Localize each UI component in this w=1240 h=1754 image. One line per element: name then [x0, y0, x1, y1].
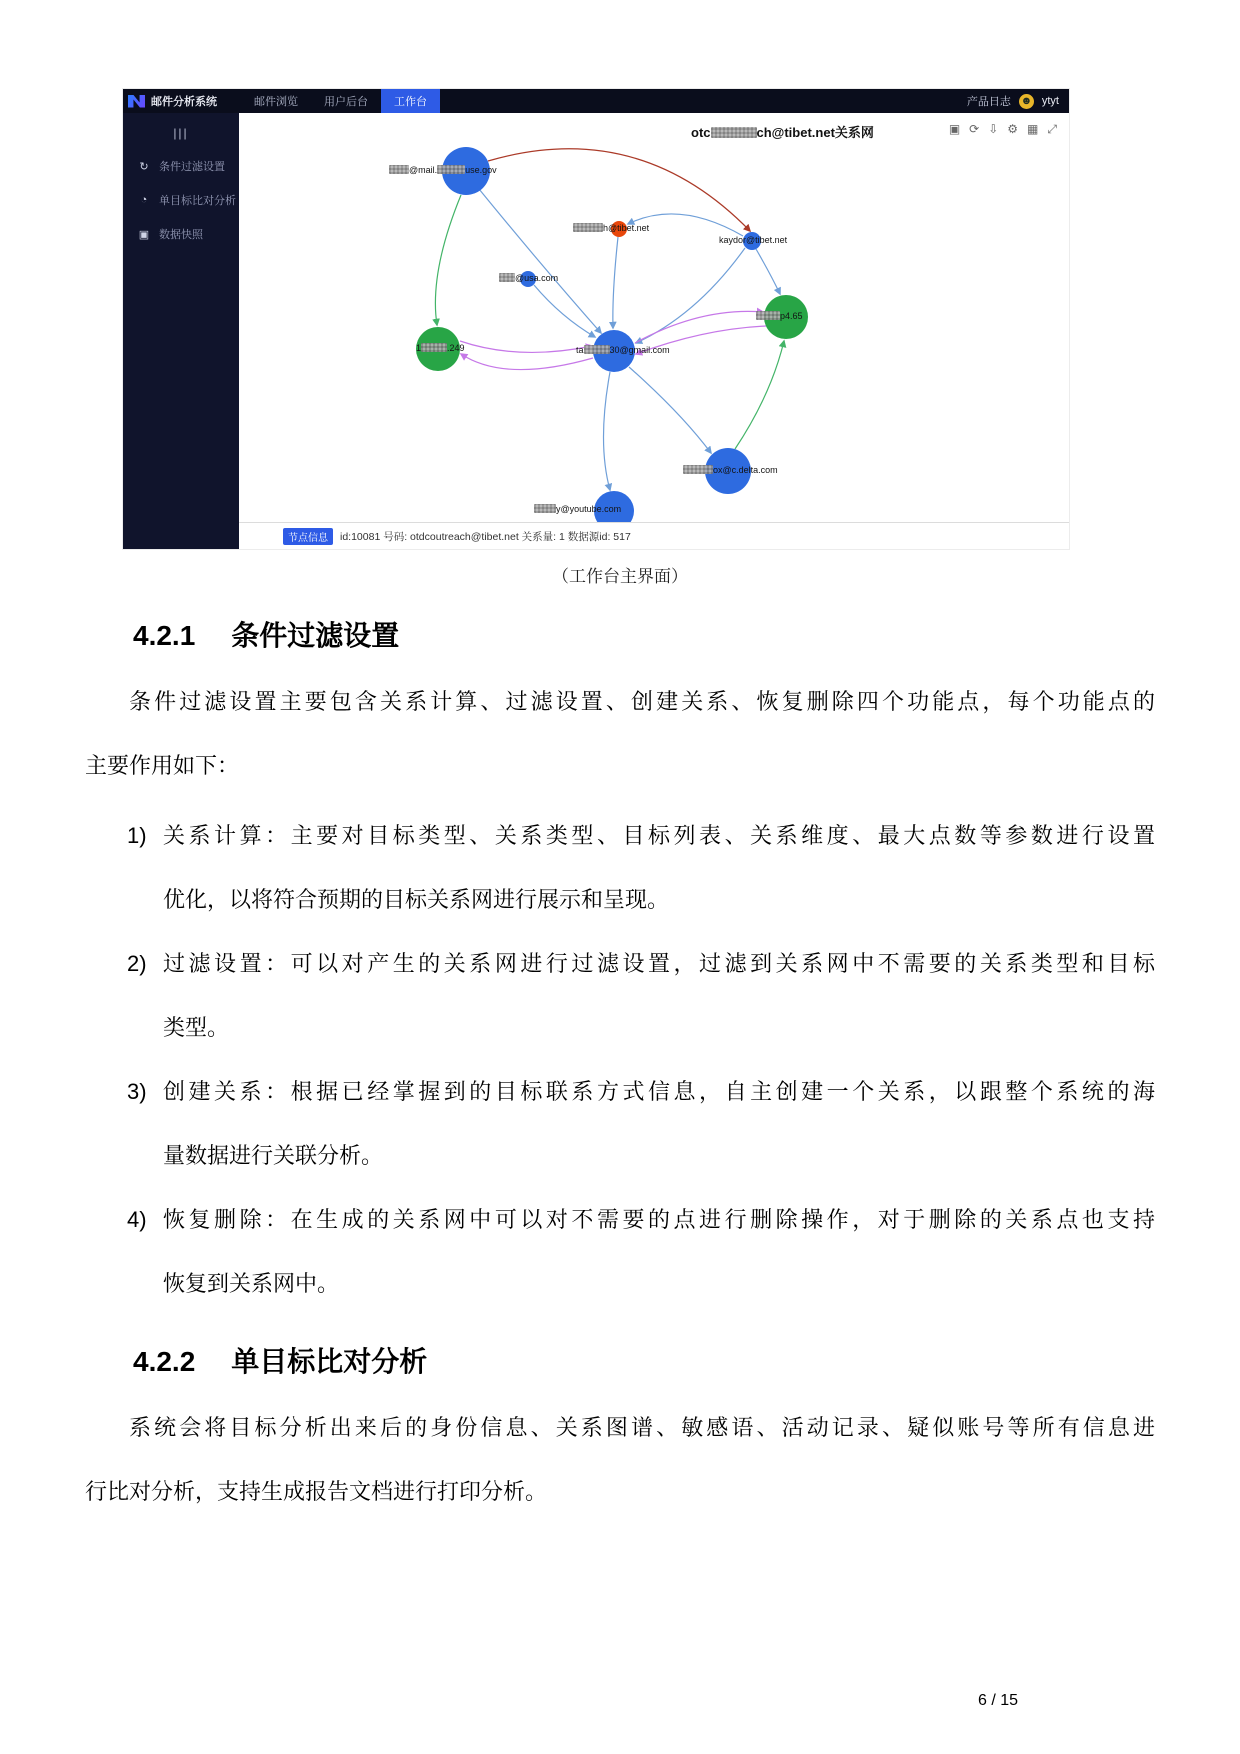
- app-topbar: [123, 89, 1069, 113]
- node-label-usa: [499, 273, 558, 283]
- document-body: [0, 550, 1240, 1524]
- graph-edge: [461, 354, 593, 370]
- node-label-text: h@tibet.net: [603, 223, 650, 233]
- node-label-text: kaydor@tibet.net: [719, 235, 788, 245]
- sidebar-items: [123, 149, 239, 251]
- node-label-kaydor: [719, 235, 787, 245]
- embedded-screenshot: [122, 88, 1070, 550]
- node-label-text: 30@gmail.com: [609, 345, 670, 355]
- node-label-tibet-red: [573, 223, 649, 233]
- paragraph-line: 主要作用如下：: [85, 753, 240, 778]
- node-label-gov-mail: [389, 165, 497, 175]
- node-label-green-right: [756, 311, 803, 321]
- network-graph: [239, 113, 1071, 524]
- sidebar-item-单目标比对分析[interactable]: [123, 183, 239, 217]
- graph-edge: [460, 341, 592, 352]
- node-label-text: .249: [447, 343, 465, 353]
- censored-blur: [421, 343, 447, 352]
- page-number: 6 / 15: [978, 1692, 1019, 1709]
- username-label: ytyt: [1041, 95, 1059, 107]
- node-label-text: @mail.: [409, 165, 438, 175]
- graph-edge: [629, 367, 711, 453]
- censored-blur: [573, 223, 603, 232]
- user-avatar[interactable]: ☻: [1020, 94, 1033, 107]
- product-log-link[interactable]: 产品日志: [966, 96, 1011, 108]
- graph-title-suffix: ch@tibet.net关系网: [756, 125, 874, 140]
- sidebar-collapse-handle[interactable]: |||: [173, 126, 189, 140]
- node-label-text: ta: [576, 345, 584, 355]
- settings-icon[interactable]: ⚙: [1007, 122, 1019, 136]
- censored-blur: [437, 165, 465, 174]
- list-item-line: 优化，以将符合预期的目标关系网进行展示和呈现。: [163, 887, 670, 912]
- node-label-text: y@youtube.com: [556, 504, 622, 514]
- fullscreen-icon[interactable]: ⤢: [1047, 122, 1057, 136]
- censored-blur: [584, 345, 610, 354]
- censored-blur: [534, 504, 556, 513]
- sidebar-item-label: 数据快照: [159, 229, 203, 241]
- paragraph-line: 条件过滤设置主要包含关系计算、过滤设置、创建关系、恢复删除四个功能点，每个功能点的: [129, 689, 1155, 714]
- section-number: 4.2.2: [133, 1346, 196, 1377]
- pie-chart-icon: ◔: [140, 194, 148, 206]
- list-item-number: 1): [127, 823, 147, 848]
- graph-title-prefix: otc: [691, 125, 711, 140]
- section-number: 4.2.1: [133, 620, 196, 651]
- nav-tab-用户后台[interactable]: 用户后台: [324, 96, 368, 108]
- graph-edge: [636, 248, 745, 343]
- list-item: [127, 1188, 1155, 1316]
- graph-edge: [756, 249, 780, 294]
- list-item: [127, 1060, 1155, 1188]
- nav-tab-邮件浏览[interactable]: 邮件浏览: [254, 96, 298, 108]
- list-item: [127, 932, 1155, 1060]
- paragraph-line: 系统会将目标分析出来后的身份信息、关系图谱、敏感语、活动记录、疑似账号等所有信息进: [129, 1415, 1155, 1440]
- app-sidebar: [123, 113, 239, 549]
- intro-paragraph: [85, 670, 1155, 798]
- list-item-body: [163, 1060, 1155, 1188]
- section-title: 单目标比对分析: [231, 1346, 428, 1377]
- snapshot-camera-icon: ▣: [138, 228, 150, 241]
- list-item-number: 2): [127, 951, 147, 976]
- node-label-delta: [683, 465, 778, 475]
- section2-paragraph: [85, 1396, 1155, 1524]
- graph-edge: [479, 189, 601, 333]
- refresh-icon[interactable]: ⟳: [969, 122, 980, 136]
- node-label-green-left: [416, 343, 465, 353]
- filter-settings-icon: ↻: [139, 160, 149, 173]
- grid-icon[interactable]: ▦: [1027, 122, 1039, 136]
- graph-edge: [613, 237, 618, 328]
- graph-edge: [488, 149, 750, 231]
- list-item-line: 恢复删除：在生成的关系网中可以对不需要的点进行删除操作，对于删除的关系点也支持: [163, 1207, 1155, 1232]
- relationship-graph-panel: [239, 113, 1069, 524]
- status-badge: 节点信息: [283, 528, 333, 545]
- paragraph-line: 行比对分析，支持生成报告文档进行打印分析。: [85, 1479, 548, 1504]
- download-icon[interactable]: ⇩: [988, 122, 999, 136]
- sidebar-item-数据快照[interactable]: [123, 217, 239, 251]
- list-item-line: 关系计算：主要对目标类型、关系类型、目标列表、关系维度、最大点数等参数进行设置: [163, 823, 1155, 848]
- node-label-text: p4.65: [780, 311, 803, 321]
- censored-blur: [683, 465, 713, 474]
- node-label-text: 1: [416, 343, 422, 353]
- node-label-text: use.gov: [465, 165, 497, 175]
- sidebar-item-label: 单目标比对分析: [159, 195, 236, 207]
- graph-edge: [435, 195, 461, 325]
- graph-statusbar: [239, 522, 1069, 549]
- node-label-gmail-center: [576, 345, 670, 355]
- node-label-text: @usa.com: [515, 273, 559, 283]
- censored-blur: [389, 165, 409, 174]
- censored-blur: [756, 311, 780, 320]
- camera-icon[interactable]: ▣: [948, 122, 961, 136]
- list-item-body: [163, 1188, 1155, 1316]
- sidebar-item-label: 条件过滤设置: [159, 161, 225, 173]
- nav-tab-工作台[interactable]: 工作台: [381, 89, 440, 113]
- numbered-list: [127, 804, 1155, 1316]
- graph-edge: [735, 341, 784, 449]
- list-item-line: 量数据进行关联分析。: [163, 1143, 384, 1168]
- graph-edge: [604, 372, 611, 490]
- list-item-line: 过滤设置：可以对产生的关系网进行过滤设置，过滤到关系网中不需要的关系类型和目标: [163, 951, 1155, 976]
- list-item-body: [163, 804, 1155, 932]
- status-info: id:10081 号码: otdcoutreach@tibet.net 关系量: 1 数据源id: 517: [340, 530, 631, 543]
- app-logo-icon: [128, 95, 145, 108]
- section-heading-422: [133, 1342, 1240, 1382]
- list-item-line: 创建关系：根据已经掌握到的目标联系方式信息，自主创建一个关系，以跟整个系统的海: [163, 1079, 1155, 1104]
- topbar-right: [967, 93, 1059, 109]
- censored-blur: [499, 273, 515, 282]
- list-item-number: 4): [127, 1207, 147, 1232]
- list-item-body: [163, 932, 1155, 1060]
- node-label-text: ox@c.delta.com: [713, 465, 778, 475]
- list-item-number: 3): [127, 1079, 147, 1104]
- list-item: [127, 804, 1155, 932]
- list-item-line: 类型。: [163, 1015, 230, 1040]
- sidebar-item-条件过滤设置[interactable]: [123, 149, 239, 183]
- app-brand: 邮件分析系统: [151, 96, 217, 108]
- section-title: 条件过滤设置: [231, 620, 400, 651]
- section-heading-421: [133, 616, 1240, 656]
- topbar-tabs: [241, 89, 440, 113]
- list-item-line: 恢复到关系网中。: [163, 1271, 340, 1296]
- figure-caption: （工作台主界面）: [552, 567, 688, 586]
- node-label-youtube: [534, 504, 621, 514]
- graph-edge: [534, 285, 595, 337]
